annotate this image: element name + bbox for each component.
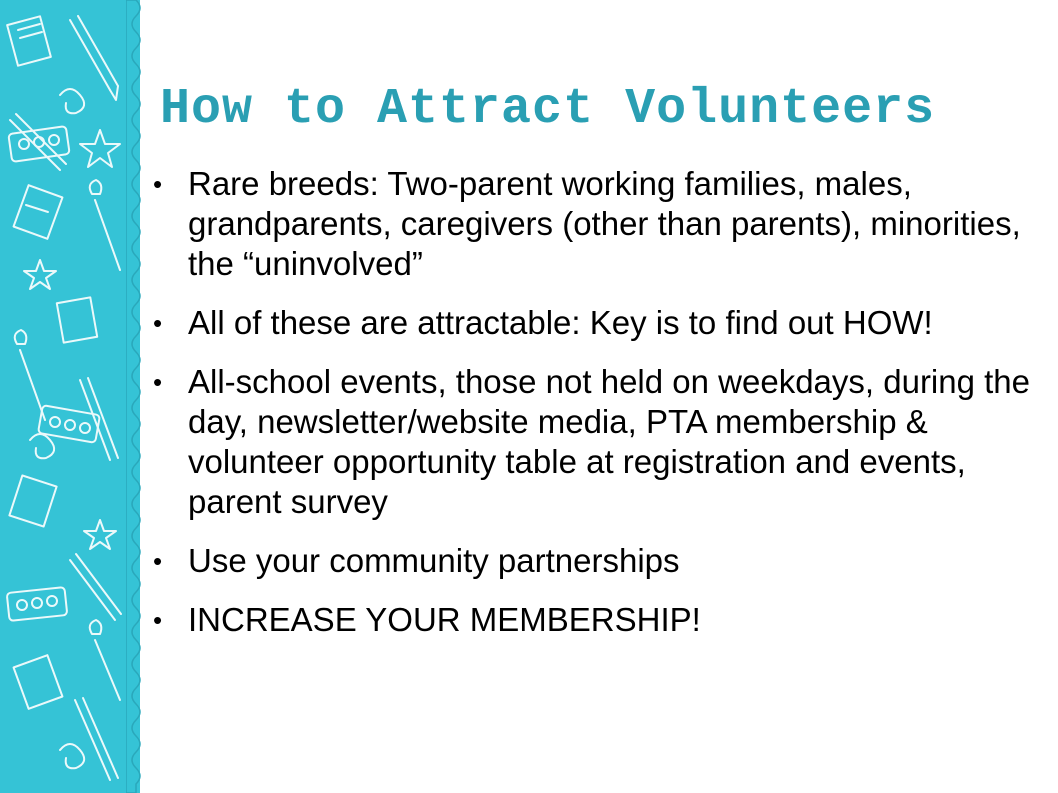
wavy-border (126, 0, 148, 793)
list-item (150, 541, 1040, 581)
school-supplies-doodle-pattern (0, 0, 132, 793)
notebook-icon (14, 655, 63, 709)
paintbrush-icon (90, 620, 120, 700)
bullet-icon: • (153, 605, 163, 635)
star-icon (24, 260, 56, 289)
pencil-icon (70, 16, 118, 100)
pencil-icon (70, 554, 121, 620)
paintbrush-icon (90, 180, 120, 270)
slide-title: How to Attract Volunteers (160, 81, 936, 138)
bullet-icon: • (153, 169, 163, 199)
paint-tray-icon (8, 126, 69, 162)
bullet-text: Rare breeds: Two-parent working families, males, grandparents, caregivers (other than parents), minorities, the “uninvolved” (188, 165, 1021, 282)
list-item (150, 303, 1040, 343)
list-item (150, 362, 1040, 522)
star-icon (84, 520, 116, 549)
paint-tray-icon (7, 587, 68, 621)
pencil-icon (75, 698, 118, 780)
bullet-text: All of these are attractable: Key is to find out HOW! (188, 304, 933, 341)
decorative-sidebar (0, 0, 140, 793)
bullet-list (150, 164, 1040, 659)
bullet-icon: • (153, 308, 163, 338)
star-icon (80, 130, 120, 167)
bullet-icon: • (153, 367, 163, 397)
notebook-icon (7, 16, 51, 65)
list-item (150, 164, 1040, 284)
notebook-icon (57, 297, 97, 342)
list-item (150, 600, 1040, 640)
paintbrush-icon (15, 330, 45, 420)
bullet-icon: • (153, 546, 163, 576)
bullet-text: INCREASE YOUR MEMBERSHIP! (188, 601, 701, 638)
notebook-icon (14, 185, 63, 239)
bullet-text: All-school events, those not held on weekdays, during the day, newsletter/website media, PTA membership & volunteer opportunity table at registration and events, parent survey (188, 363, 1031, 520)
bullet-text: Use your community partnerships (188, 542, 680, 579)
notebook-icon (9, 475, 56, 526)
